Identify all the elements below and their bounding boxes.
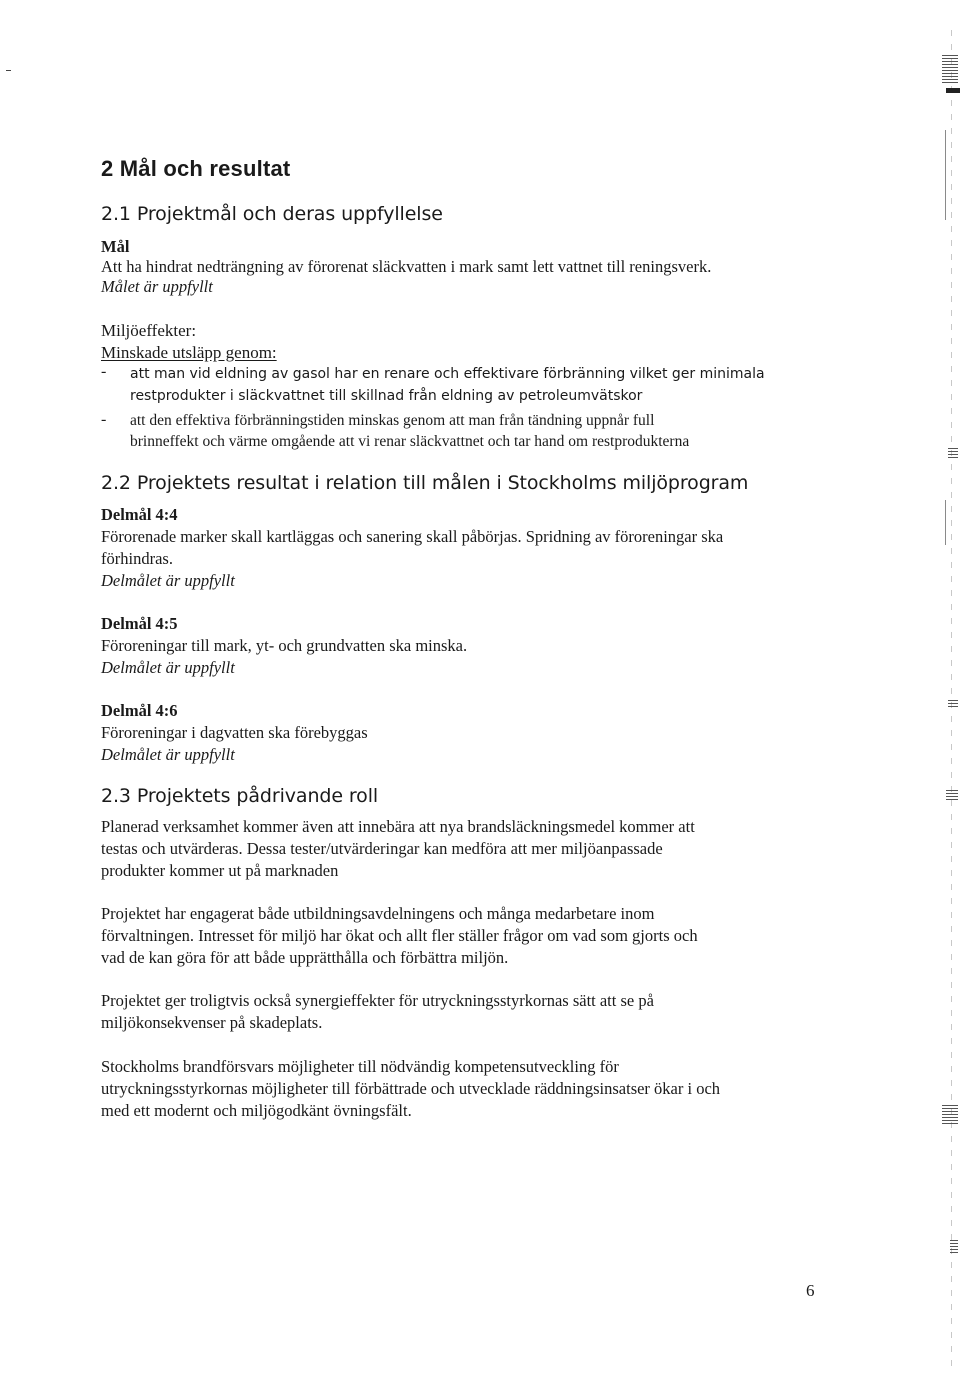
sub-goal-text: Föroreningar till mark, yt- och grundvatten ska minska.: [101, 636, 468, 655]
sub-goal-label: Delmål 4:5: [101, 614, 178, 633]
scan-edge-mark: [945, 130, 946, 220]
scan-edge-mark: [946, 88, 960, 93]
scan-edge-mark: [946, 790, 958, 800]
paragraph-line: förvaltningen. Intresset för miljö har ökat och allt fler ställer frågor om vad som gjorts och: [101, 926, 698, 945]
paragraph-line: med ett modernt och miljögodkänt övningsfält.: [101, 1101, 412, 1120]
paragraph-line: testas och utvärderas. Dessa tester/utvärderingar kan medföra att mer miljöanpassade: [101, 839, 663, 858]
scan-edge-mark: [945, 500, 946, 545]
paragraph-line: Planerad verksamhet kommer även att innebära att nya brandsläckningsmedel kommer att: [101, 817, 695, 836]
paragraph-line: Stockholms brandförsvars möjligheter till nödvändig kompetensutveckling för: [101, 1057, 619, 1076]
goal-status: Målet är uppfyllt: [101, 277, 213, 296]
paragraph-line: utryckningsstyrkornas möjligheter till förbättrade och utvecklade räddningsinsatser ökar i och: [101, 1079, 721, 1098]
subsection-heading-2-3: 2.3 Projektets pådrivande roll: [101, 785, 379, 807]
paragraph-line: Projektet ger troligtvis också synergieffekter för utryckningsstyrkornas sätt att se på: [101, 991, 654, 1010]
effects-label: Miljöeffekter:: [101, 321, 197, 340]
sub-goal-label: Delmål 4:4: [101, 505, 178, 524]
sub-goal-status: Delmålet är uppfyllt: [101, 658, 235, 677]
scan-edge-mark: [942, 55, 958, 83]
paragraph-line: vad de kan göra för att både upprätthålla och förbättra miljön.: [101, 948, 509, 967]
paragraph-line: Projektet har engagerat både utbildningsavdelningens och många medarbetare inom: [101, 904, 655, 923]
list-item-line: restprodukter i släckvattnet till skillnad från eldning av petroleumvätskor: [130, 388, 643, 404]
bullet-dash: -: [101, 363, 107, 380]
subsection-heading-2-1: 2.1 Projektmål och deras uppfyllelse: [101, 203, 443, 225]
scan-edge-mark: [948, 448, 958, 460]
section-title: 2 Mål och resultat: [101, 156, 291, 181]
goal-text: Att ha hindrat nedträngning av förorenat släckvatten i mark samt lett vattnet till reningsverk.: [101, 257, 712, 276]
sub-goal-status: Delmålet är uppfyllt: [101, 745, 235, 764]
scan-edge-mark: [950, 1240, 958, 1254]
reduced-emissions-label: Minskade utsläpp genom:: [101, 343, 277, 362]
list-item-line: att den effektiva förbränningstiden minskas genom att man från tändning uppnår full: [130, 412, 655, 429]
scan-edge-mark: [948, 700, 958, 708]
paragraph-line: miljökonsekvenser på skadeplats.: [101, 1013, 323, 1032]
subsection-heading-2-2: 2.2 Projektets resultat i relation till målen i Stockholms miljöprogram: [101, 472, 749, 494]
sub-goal-text: förhindras.: [101, 549, 173, 568]
list-item-line: brinneffekt och värme omgående att vi renar släckvattnet och tar hand om restprodukterna: [130, 433, 690, 450]
scan-artifact: [6, 70, 11, 71]
sub-goal-label: Delmål 4:6: [101, 701, 178, 720]
sub-goal-text: Föroreningar i dagvatten ska förebyggas: [101, 723, 368, 742]
page-number: 6: [806, 1281, 815, 1300]
list-item-line: att man vid eldning av gasol har en renare och effektivare förbränning vilket ger minimala: [130, 366, 765, 382]
scan-edge-mark: [942, 1105, 958, 1125]
paragraph-line: produkter kommer ut på marknaden: [101, 861, 339, 880]
sub-goal-text: Förorenade marker skall kartläggas och sanering skall påbörjas. Spridning av föroreningar ska: [101, 527, 724, 546]
bullet-dash: -: [101, 411, 107, 428]
sub-goal-status: Delmålet är uppfyllt: [101, 571, 235, 590]
goal-label: Mål: [101, 237, 130, 256]
